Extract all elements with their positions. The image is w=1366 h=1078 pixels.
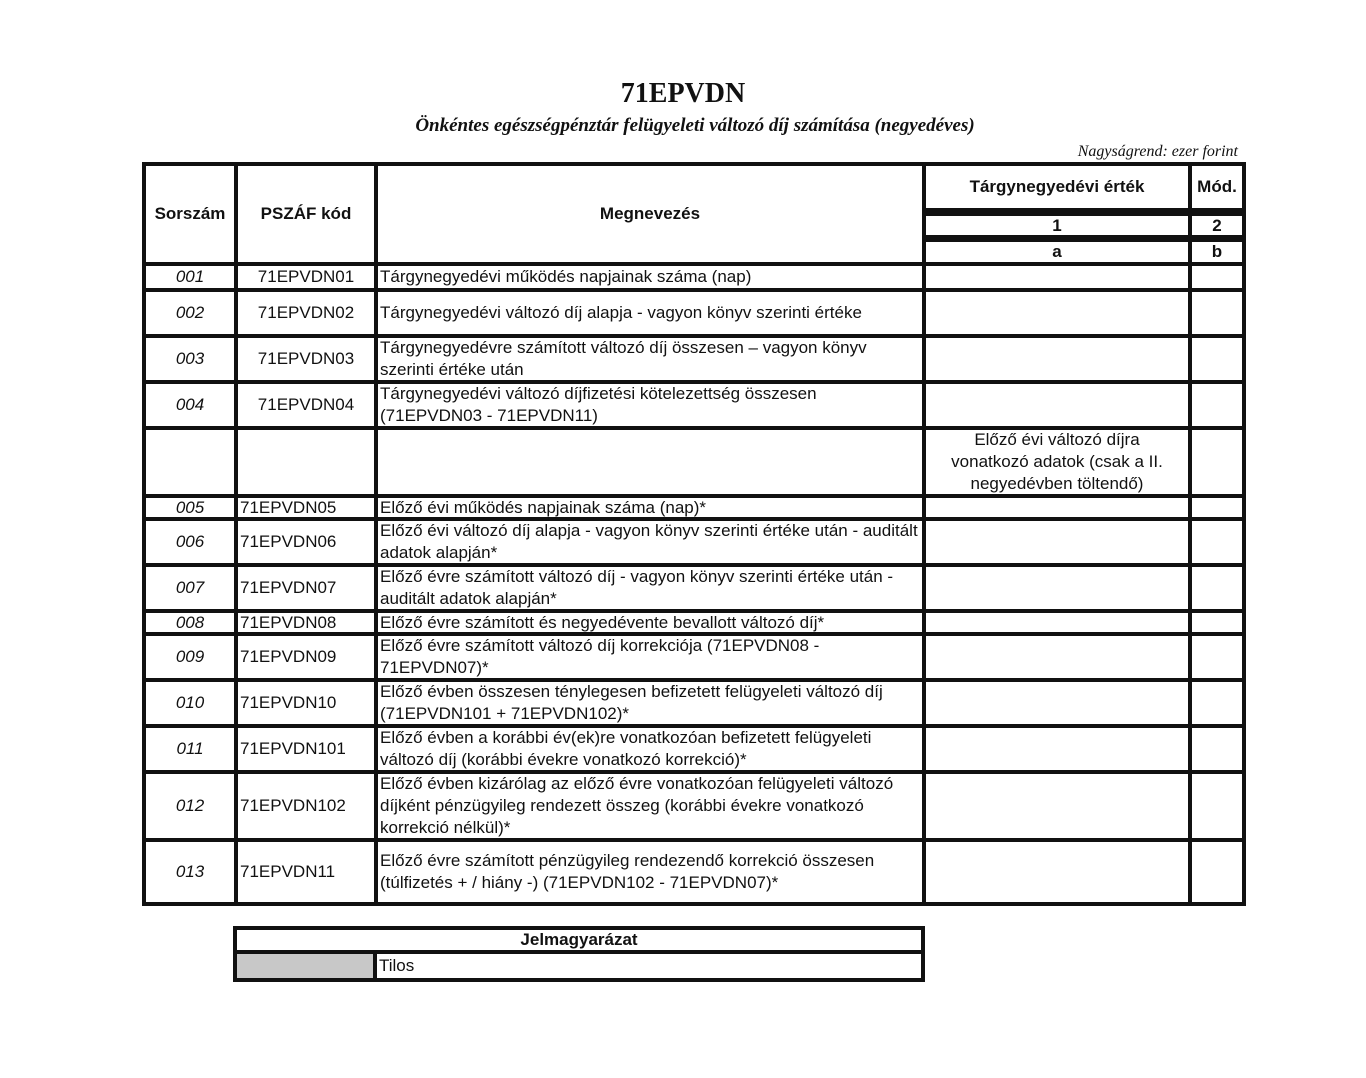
separator-cell: [238, 430, 374, 494]
value-input-cell[interactable]: [926, 292, 1188, 334]
data-table: [142, 162, 1246, 906]
row-name: Tárgynegyedévre számított változó díj összesen – vagyon könyv szerinti értéke után: [378, 338, 922, 380]
row-number: 003: [146, 338, 234, 380]
row-number: 011: [146, 728, 234, 770]
value-input-cell[interactable]: [926, 521, 1188, 563]
mod-input-cell[interactable]: [1192, 292, 1242, 334]
value-input-cell[interactable]: [926, 728, 1188, 770]
row-code: 71EPVDN01: [238, 266, 374, 288]
row-number: 004: [146, 384, 234, 426]
row-code: 71EPVDN11: [238, 842, 374, 902]
row-code: 71EPVDN02: [238, 292, 374, 334]
mod-input-cell[interactable]: [1192, 338, 1242, 380]
mod-input-cell[interactable]: [1192, 774, 1242, 838]
mod-input-cell[interactable]: [1192, 842, 1242, 902]
legend-swatch: [237, 954, 373, 978]
header-ertek: Tárgynegyedévi érték: [926, 166, 1188, 208]
mod-input-cell[interactable]: [1192, 521, 1242, 563]
legend-label: Tilos: [377, 954, 921, 978]
header-pszaf-kod: PSZÁF kód: [238, 166, 374, 262]
separator-cell: [378, 430, 922, 494]
value-input-cell[interactable]: [926, 266, 1188, 288]
row-number: 002: [146, 292, 234, 334]
row-name: Előző évben a korábbi év(ek)re vonatkozóan befizetett felügyeleti változó díj (korábbi évekre vonatkozó korrekció)*: [378, 728, 922, 770]
row-code: 71EPVDN03: [238, 338, 374, 380]
row-code: 71EPVDN10: [238, 682, 374, 724]
header-ertek-letter: a: [926, 242, 1188, 262]
form-title: 71EPVDN: [620, 78, 746, 109]
row-name: Előző évi működés napjainak száma (nap)*: [378, 498, 922, 517]
row-name: Előző évben kizárólag az előző évre vonatkozóan felügyeleti változó díjként pénzügyileg rendezett összeg (korábbi évekre vonatkozó korrekció nélkül)*: [378, 774, 922, 838]
row-code: 71EPVDN101: [238, 728, 374, 770]
row-name: Előző évben összesen ténylegesen befizetett felügyeleti változó díj (71EPVDN101 + 71EPVDN102)*: [378, 682, 922, 724]
row-code: 71EPVDN08: [238, 613, 374, 632]
row-code: 71EPVDN07: [238, 567, 374, 609]
row-number: 008: [146, 613, 234, 632]
separator-cell: [1192, 430, 1242, 494]
header-ertek-num: 1: [926, 216, 1188, 235]
row-code: 71EPVDN04: [238, 384, 374, 426]
mod-input-cell[interactable]: [1192, 266, 1242, 288]
row-name: Tárgynegyedévi változó díj alapja - vagyon könyv szerinti értéke: [378, 292, 922, 334]
separator-cell: [146, 430, 234, 494]
row-name: Előző évre számított és negyedévente bevallott változó díj*: [378, 613, 922, 632]
header-megnevezes: Megnevezés: [378, 166, 922, 262]
header-mod: Mód.: [1192, 166, 1242, 208]
row-name: Előző évre számított változó díj - vagyon könyv szerinti értéke után - auditált adatok alapján*: [378, 567, 922, 609]
unit-label: Nagyságrend: ezer forint: [1077, 143, 1238, 160]
form-subtitle: Önkéntes egészségpénztár felügyeleti változó díj számítása (negyedéves): [415, 115, 975, 136]
value-input-cell[interactable]: [926, 338, 1188, 380]
row-number: 010: [146, 682, 234, 724]
mod-input-cell[interactable]: [1192, 636, 1242, 678]
mod-input-cell[interactable]: [1192, 682, 1242, 724]
row-code: 71EPVDN09: [238, 636, 374, 678]
row-code: 71EPVDN06: [238, 521, 374, 563]
header-mod-num: 2: [1192, 216, 1242, 235]
row-name: Előző évre számított pénzügyileg rendezendő korrekció összesen (túlfizetés + / hiány -) (71EPVDN102 - 71EPVDN07)*: [378, 842, 922, 902]
row-name: Tárgynegyedévi működés napjainak száma (nap): [378, 266, 922, 288]
row-number: 013: [146, 842, 234, 902]
row-number: 009: [146, 636, 234, 678]
value-input-cell[interactable]: [926, 842, 1188, 902]
mod-input-cell[interactable]: [1192, 613, 1242, 632]
mod-input-cell[interactable]: [1192, 384, 1242, 426]
header-mod-letter: b: [1192, 242, 1242, 262]
row-number: 012: [146, 774, 234, 838]
row-name: Előző évi változó díj alapja - vagyon könyv szerinti értéke után - auditált adatok alapján*: [378, 521, 922, 563]
row-number: 001: [146, 266, 234, 288]
row-code: 71EPVDN102: [238, 774, 374, 838]
value-input-cell[interactable]: [926, 636, 1188, 678]
separator-note: Előző évi változó díjra vonatkozó adatok (csak a II. negyedévben töltendő): [926, 430, 1188, 494]
value-input-cell[interactable]: [926, 498, 1188, 517]
row-code: 71EPVDN05: [238, 498, 374, 517]
legend-title: Jelmagyarázat: [237, 930, 921, 950]
value-input-cell[interactable]: [926, 613, 1188, 632]
row-number: 007: [146, 567, 234, 609]
value-input-cell[interactable]: [926, 567, 1188, 609]
row-name: Előző évre számított változó díj korrekciója (71EPVDN08 - 71EPVDN07)*: [378, 636, 922, 678]
mod-input-cell[interactable]: [1192, 567, 1242, 609]
row-number: 006: [146, 521, 234, 563]
value-input-cell[interactable]: [926, 774, 1188, 838]
header-sorszam: Sorszám: [146, 166, 234, 262]
legend-box: [233, 926, 925, 982]
value-input-cell[interactable]: [926, 384, 1188, 426]
row-number: 005: [146, 498, 234, 517]
row-name: Tárgynegyedévi változó díjfizetési kötelezettség összesen (71EPVDN03 - 71EPVDN11): [378, 384, 922, 426]
mod-input-cell[interactable]: [1192, 498, 1242, 517]
value-input-cell[interactable]: [926, 682, 1188, 724]
mod-input-cell[interactable]: [1192, 728, 1242, 770]
